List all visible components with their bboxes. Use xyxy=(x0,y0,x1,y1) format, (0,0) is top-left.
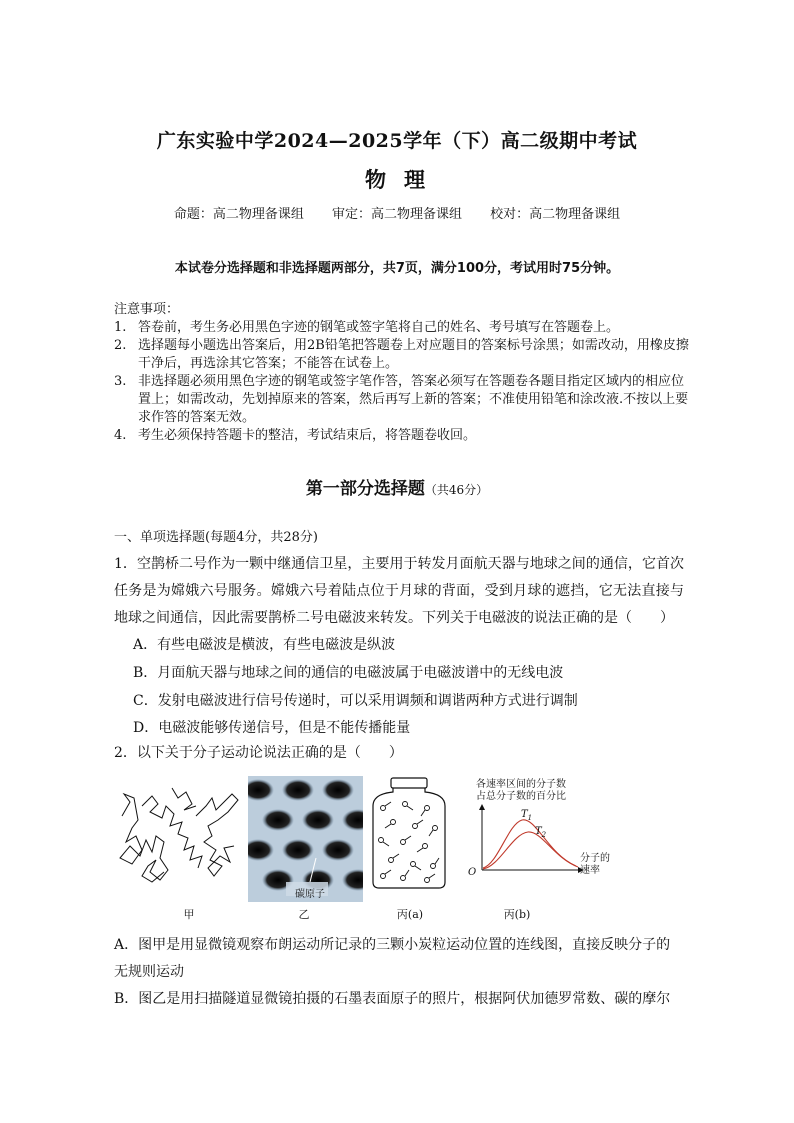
note-text: 答卷前，考生务必用黑色字迹的钢笔或签字笔将自己的姓名、考号填写在答题卷上。 xyxy=(138,320,620,335)
t1-subscript: 1 xyxy=(527,814,533,822)
figure-bing-a-caption: 丙(a) xyxy=(396,908,424,921)
credits-line xyxy=(0,203,794,222)
note-text: 非选择题必须用黑色字迹的钢笔或签字笔作答，答案必须写在答题卷各题目指定区域内的相应位置上；如需改动，先划掉原来的答案，然后再写上新的答案；不准使用铅笔和涂改液.不按以上要求作答的答案无效。 xyxy=(138,374,689,425)
section-title: 第一部分选择题 xyxy=(305,479,425,499)
part-heading: 一、单项选择题(每题4分，共28分) xyxy=(114,530,318,545)
figure-yi-caption: 乙 xyxy=(298,908,310,921)
figure-bing-b-caption: 丙(b) xyxy=(503,908,531,921)
figure-jia-caption: 甲 xyxy=(183,908,195,921)
gas-jar-figure xyxy=(369,776,448,892)
t1-symbol: T xyxy=(521,809,528,820)
question-2-option-b-line1: B．图乙是用扫描隧道显微镜拍摄的石墨表面原子的照片，根据阿伏加德罗常数、碳的摩尔 xyxy=(114,991,671,1007)
question-1-option-b: B．月面航天器与地球之间的通信的电磁波属于电磁波谱中的无线电波 xyxy=(133,665,564,681)
note-item xyxy=(114,427,694,445)
carbon-atom-label: 碳原子 xyxy=(295,889,325,900)
graph-x-label-line1: 分子的 xyxy=(580,853,610,864)
question-2-option-a-line2: 无规则运动 xyxy=(114,964,184,980)
t2-subscript: 2 xyxy=(541,831,547,839)
graphite-stm-image xyxy=(248,776,363,902)
section-heading xyxy=(0,474,794,499)
t2-symbol: T xyxy=(535,826,542,837)
graph-x-label-line2: 速率 xyxy=(580,865,600,876)
exam-title: 广东实验中学2024—2025学年（下）高二级期中考试 xyxy=(156,130,638,152)
graph-x-label xyxy=(580,853,610,877)
t2-label xyxy=(535,826,546,839)
speed-distribution-graph xyxy=(478,804,588,874)
exam-intro: 本试卷分选择题和非选择题两部分，共7页，满分100分，考试用时75分钟。 xyxy=(174,261,620,276)
question-1-option-c: C．发射电磁波进行信号传递时，可以采用调频和调谐两种方式进行调制 xyxy=(133,693,578,709)
note-text: 选择题每小题选出答案后，用2B铅笔把答题卷上对应题目的答案标号涂黑；如需改动，用橡皮擦干净后，再选涂其它答案；不能答在试卷上。 xyxy=(138,338,689,371)
note-number: 3. xyxy=(114,374,127,389)
graph-y-label-line1: 各速率区间的分子数 xyxy=(476,779,566,790)
t1-label xyxy=(521,809,532,822)
question-1-stem: 1．空鹊桥二号作为一颗中继通信卫星，主要用于转发月面航天器与地球之间的通信，它首次任务是为嫦娥六号服务。嫦娥六号着陆点位于月球的背面，受到月球的遮挡，它无法直接与地球之间通信，因此需要鹊桥二号电磁波来转发。下列关于电磁波的说法正确的是（ ） xyxy=(114,556,684,626)
question-2-stem: 2．以下关于分子运动论说法正确的是（ ） xyxy=(114,745,403,761)
notes-heading: 注意事项： xyxy=(114,302,180,317)
note-number: 2. xyxy=(114,338,127,353)
credit-checker: 校对：高二物理备课组 xyxy=(490,207,621,222)
question-1-option-d: D．电磁波能够传递信号，但是不能传播能量 xyxy=(133,720,411,736)
credit-reviewer: 审定：高二物理备课组 xyxy=(331,207,462,222)
question-1-option-a: A．有些电磁波是横波，有些电磁波是纵波 xyxy=(133,637,396,653)
question-2-option-a-line1: A．图甲是用显微镜观察布朗运动所记录的三颗小炭粒运动位置的连线图，直接反映分子的 xyxy=(114,937,671,953)
note-number: 4. xyxy=(114,428,127,443)
subject-title: 物理 xyxy=(365,167,443,192)
note-item xyxy=(114,319,694,337)
note-number: 1. xyxy=(114,320,127,335)
note-item xyxy=(114,337,694,373)
brownian-motion-figure xyxy=(112,776,242,888)
note-item xyxy=(114,373,694,427)
graph-y-label-line2: 占总分子数的百分比 xyxy=(476,791,566,802)
graph-y-label xyxy=(476,779,606,803)
credit-author: 命题：高二物理备课组 xyxy=(173,207,304,222)
note-text: 考生必须保持答题卡的整洁，考试结束后，将答题卷收回。 xyxy=(138,428,477,443)
notes-block xyxy=(114,301,694,445)
section-points: （共46分） xyxy=(424,483,489,497)
graph-origin: O xyxy=(468,867,477,878)
